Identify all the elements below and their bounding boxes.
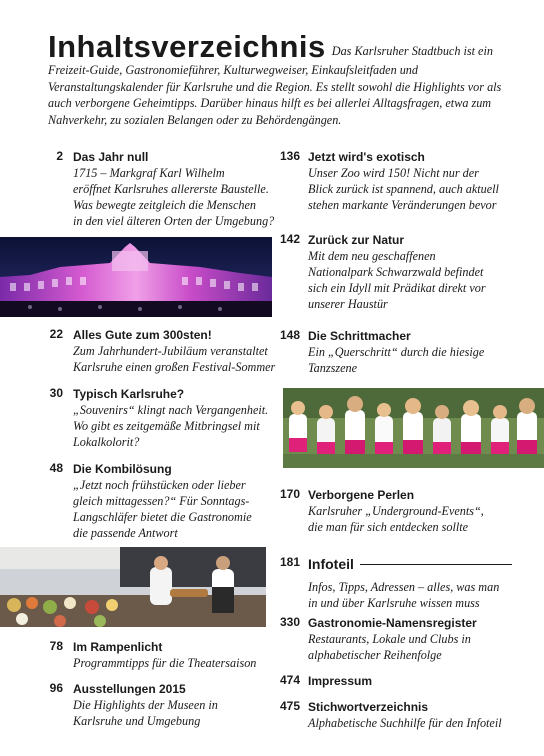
- entry-description: Restaurants, Lokale und Clubs in alphabetischer Reihenfolge: [308, 632, 471, 662]
- toc-entry[interactable]: [279, 555, 540, 611]
- entry-description: Ein „Querschritt“ durch die hiesige Tanzszene: [308, 345, 485, 375]
- entry-title: Zurück zur Natur: [308, 233, 405, 247]
- toc-entry[interactable]: [279, 149, 540, 213]
- entry-title: Verborgene Perlen: [308, 488, 415, 502]
- entry-description: Karlsruher „Underground-Events“, die man für sich entdecken sollte: [308, 504, 484, 534]
- entry-title: Typisch Karlsruhe?: [73, 387, 185, 401]
- toc-entry[interactable]: [279, 699, 540, 731]
- page-number: 78: [49, 639, 63, 653]
- section-rule: [360, 564, 512, 565]
- entry-title: Das Jahr null: [73, 150, 149, 164]
- buffet-illustration: [0, 547, 266, 627]
- palace-illustration: [0, 237, 272, 317]
- toc-entry[interactable]: [279, 328, 540, 376]
- entry-title: Alles Gute zum 300sten!: [73, 328, 212, 342]
- entry-title: Gastronomie-Namensregister: [308, 616, 477, 630]
- entry-description: Unser Zoo wird 150! Nicht nur der Blick zurück ist spannend, auch aktuell stehen markante Veränderungen bevor: [308, 166, 499, 212]
- toc-entry[interactable]: [279, 487, 540, 535]
- page-number: 170: [279, 487, 300, 501]
- page-title: Inhaltsverzeichnis: [48, 29, 326, 64]
- intro-text: Das Karlsruher Stadtbuch ist ein Freizeit-Guide, Gastronomieführer, Kulturwegweiser, Einkaufsleitfaden und Veranstaltungskalender für Karlsruhe und die Region. Es stellt sowohl die Highlights vor als auch verborgene Geheimtipps. Darüber hinaus hilft es bei allerlei Alltagsfragen, etwa zum Nahverkehr, zu sozialen Belangen oder zu Behördengängen.: [48, 44, 502, 127]
- toc-entry[interactable]: [279, 615, 540, 663]
- intro-paragraph: [48, 29, 518, 128]
- entry-description: Die Highlights der Museen in Karlsruhe und Umgebung: [73, 698, 218, 728]
- entry-title: Jetzt wird's exotisch: [308, 150, 425, 164]
- toc-entry[interactable]: [49, 639, 283, 671]
- entry-title: Im Rampenlicht: [73, 640, 163, 654]
- entry-description: Mit dem neu geschaffenen Nationalpark Schwarzwald befindet sich ein Idyll mit Prädikat direkt vor unserer Haustür: [308, 249, 486, 311]
- palace-photo: [0, 237, 272, 317]
- page-number: 474: [279, 673, 300, 687]
- toc-entry[interactable]: [279, 673, 540, 689]
- entry-description: Zum Jahrhundert-Jubiläum veranstaltet Karlsruhe einen großen Festival-Sommer: [73, 344, 276, 374]
- toc-entry[interactable]: [279, 232, 540, 312]
- entry-title: Stichwortverzeichnis: [308, 700, 429, 714]
- entry-description: Infos, Tipps, Adressen – alles, was man in und über Karlsruhe wissen muss: [308, 580, 500, 610]
- entry-title: Die Schrittmacher: [308, 329, 411, 343]
- page-number: 2: [56, 149, 63, 163]
- page-number: 475: [279, 699, 300, 713]
- page-number: 142: [279, 232, 300, 246]
- toc-entry[interactable]: [49, 386, 283, 450]
- entry-description: „Souvenirs“ klingt nach Vergangenheit. Wo gibt es zeitgemäße Mitbringsel mit Lokalkolorit?: [73, 403, 269, 449]
- infoteil-title: Infoteil: [308, 556, 354, 572]
- entry-title: Impressum: [308, 674, 373, 688]
- entry-title: Die Kombilösung: [73, 462, 172, 476]
- page-number: 22: [49, 327, 63, 341]
- toc-entry[interactable]: [49, 461, 283, 541]
- page-number: 330: [279, 615, 300, 629]
- toc-entry[interactable]: [49, 327, 283, 375]
- toc-entry[interactable]: [49, 681, 283, 729]
- entry-description: „Jetzt noch frühstücken oder lieber gleich mittagessen?“ Für Sonntags- Langschläfer bietet die Gastronomie die passende Antwort: [73, 478, 252, 540]
- entry-description: Alphabetische Suchhilfe für den Infoteil: [308, 716, 502, 730]
- entry-title: [308, 555, 540, 573]
- page-number: 30: [49, 386, 63, 400]
- page-number: 148: [279, 328, 300, 342]
- page-number: 96: [49, 681, 63, 695]
- dancers-illustration: [283, 388, 544, 468]
- entry-description: 1715 – Markgraf Karl Wilhelm eröffnet Karlsruhes allererste Baustelle. Was bewegte zeitgleich die Menschen in den viel älteren Orten der Umgebung?: [73, 166, 275, 228]
- entry-title: Ausstellungen 2015: [73, 682, 186, 696]
- toc-entry[interactable]: [56, 149, 283, 229]
- page-number: 136: [279, 149, 300, 163]
- buffet-photo: [0, 547, 266, 627]
- page-number: 48: [49, 461, 63, 475]
- dancers-photo: [283, 388, 544, 468]
- page-number: 181: [279, 555, 300, 569]
- entry-description: Programmtipps für die Theatersaison: [73, 656, 257, 670]
